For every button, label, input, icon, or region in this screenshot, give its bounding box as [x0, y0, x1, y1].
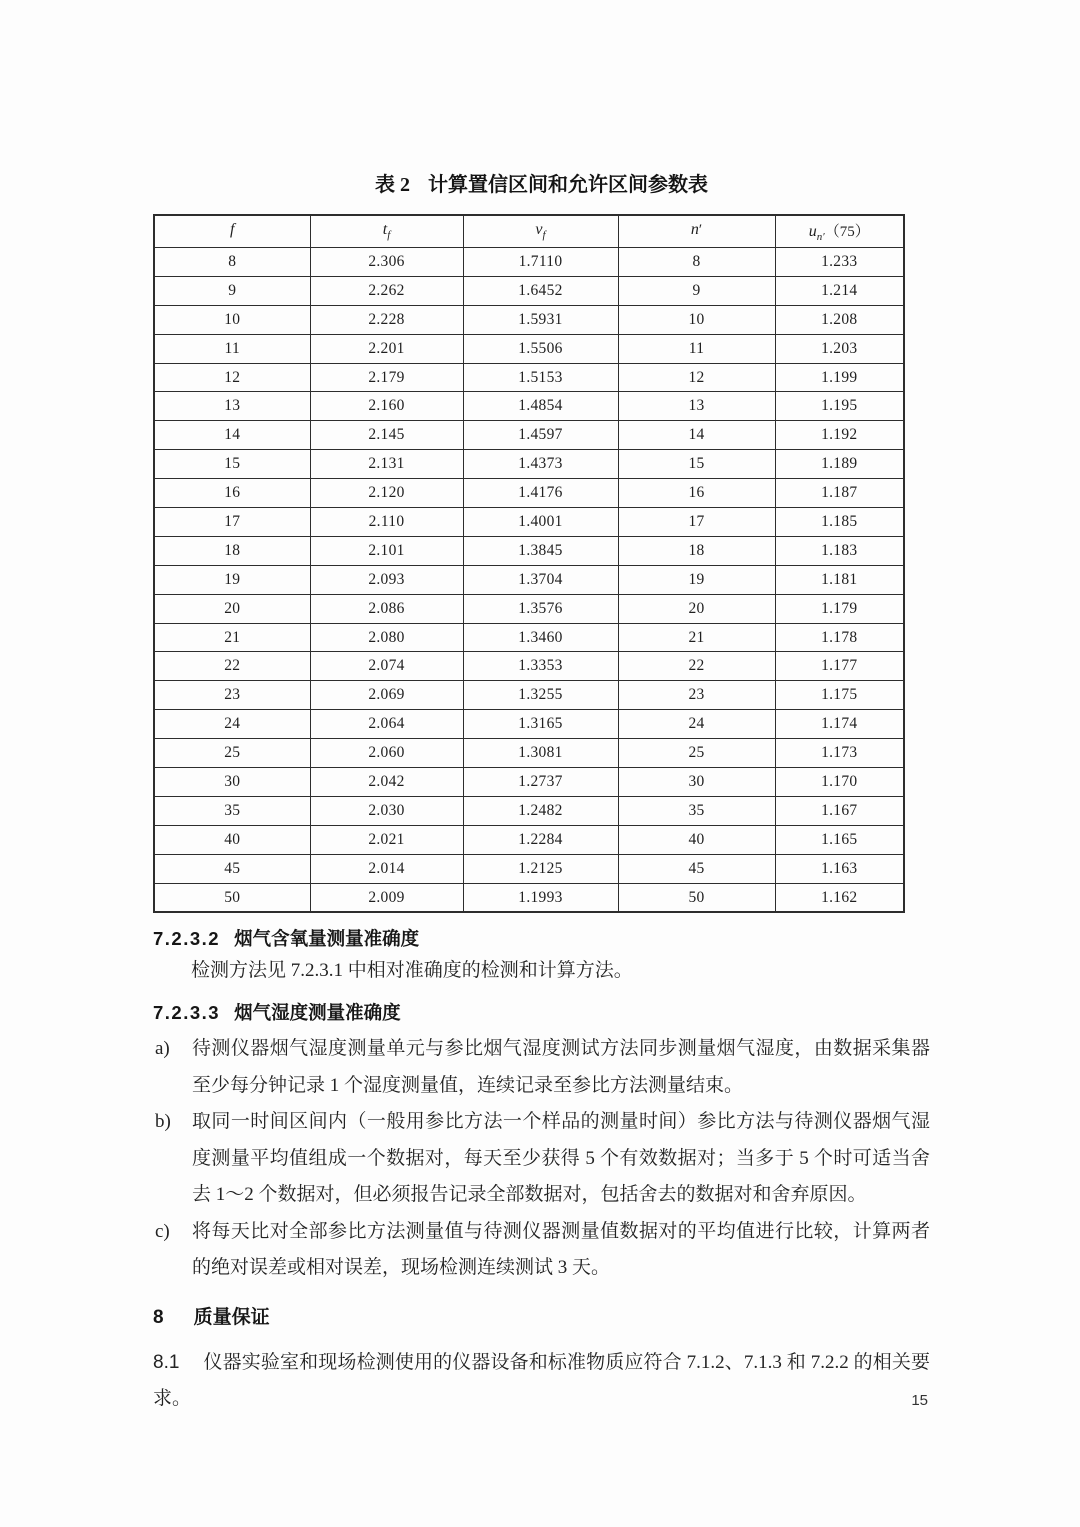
header-symbol: u: [808, 222, 817, 240]
header-suffix: （75）: [824, 223, 870, 240]
table-cell: 35: [154, 796, 310, 825]
table-body: [154, 248, 904, 913]
table-cell: 1.162: [775, 883, 904, 912]
table-cell: 2.009: [310, 883, 463, 912]
table-cell: 1.5153: [463, 363, 618, 392]
table-row: [154, 392, 904, 421]
table-cell: 30: [618, 768, 775, 797]
table-cell: 2.120: [310, 479, 463, 508]
content-area: [153, 0, 930, 1417]
table-cell: 10: [154, 305, 310, 334]
list-item-label: a): [155, 1038, 170, 1060]
table-cell: 1.4597: [463, 421, 618, 450]
table-cell: 1.3353: [463, 652, 618, 681]
table-row: [154, 363, 904, 392]
table-cell: 21: [154, 623, 310, 652]
list-item-label: b): [155, 1111, 171, 1133]
clause-number: 7.2.3.2: [153, 928, 221, 950]
table-row: [154, 825, 904, 854]
table-cell: 2.160: [310, 392, 463, 421]
table-cell: 2.110: [310, 508, 463, 537]
header-subscript: n′: [816, 231, 825, 244]
table-cell: 25: [618, 739, 775, 768]
table-cell: 2.131: [310, 450, 463, 479]
table-header-cell-n: [618, 215, 775, 248]
table-cell: 1.3165: [463, 710, 618, 739]
table-cell: 1.173: [775, 739, 904, 768]
table-cell: 12: [154, 363, 310, 392]
table-cell: 20: [154, 594, 310, 623]
table-cell: 14: [154, 421, 310, 450]
table-cell: 20: [618, 594, 775, 623]
table-row: [154, 594, 904, 623]
table-header-cell-tf: [310, 215, 463, 248]
table-cell: 15: [154, 450, 310, 479]
table-cell: 1.192: [775, 421, 904, 450]
list-item-text: 待测仪器烟气湿度测量单元与参比烟气湿度测试方法同步测量烟气湿度，由数据采集器至少每分钟记录 1 个湿度测量值，连续记录至参比方法测量结束。: [192, 1038, 930, 1096]
heading-8: [153, 1302, 930, 1334]
table-cell: 2.145: [310, 421, 463, 450]
table-cell: 1.6452: [463, 276, 618, 305]
table-cell: 1.3704: [463, 565, 618, 594]
table-cell: 13: [154, 392, 310, 421]
table-row: [154, 450, 904, 479]
table-cell: 13: [618, 392, 775, 421]
table-cell: 1.175: [775, 681, 904, 710]
table-row: [154, 334, 904, 363]
table-cell: 2.306: [310, 248, 463, 277]
list-item-c: [153, 1214, 930, 1287]
heading-7-2-3-3: [153, 997, 930, 1028]
table-header-cell-f: [154, 215, 310, 248]
table-row: [154, 248, 904, 277]
table-cell: 2.086: [310, 594, 463, 623]
table-row: [154, 508, 904, 537]
table-cell: 1.179: [775, 594, 904, 623]
table-cell: 1.3460: [463, 623, 618, 652]
table-cell: 1.233: [775, 248, 904, 277]
table-cell: 12: [618, 363, 775, 392]
table-cell: 1.195: [775, 392, 904, 421]
table-cell: 1.2737: [463, 768, 618, 797]
table-cell: 1.5931: [463, 305, 618, 334]
table-row: [154, 710, 904, 739]
table-cell: 2.201: [310, 334, 463, 363]
table-cell: 24: [154, 710, 310, 739]
table-cell: 1.181: [775, 565, 904, 594]
table-cell: 16: [618, 479, 775, 508]
table-label: 表 2: [375, 174, 410, 196]
paragraph-7-2-3-2: 检测方法见 7.2.3.1 中相对准确度的检测和计算方法。: [191, 960, 633, 982]
table-cell: 1.187: [775, 479, 904, 508]
table-cell: 50: [618, 883, 775, 912]
table-cell: 19: [618, 565, 775, 594]
table-cell: 18: [618, 536, 775, 565]
table-cell: 1.5506: [463, 334, 618, 363]
table-row: [154, 276, 904, 305]
paragraph-8-1: [153, 1345, 930, 1417]
table-cell: 1.163: [775, 854, 904, 883]
table-cell: 8: [154, 248, 310, 277]
table-row: [154, 768, 904, 797]
header-suffix: ′: [698, 222, 703, 239]
table-cell: 1.178: [775, 623, 904, 652]
table-cell: 1.199: [775, 363, 904, 392]
table-cell: 18: [154, 536, 310, 565]
table-cell: 1.7110: [463, 248, 618, 277]
list-item-label: c): [155, 1220, 170, 1242]
table-cell: 2.262: [310, 276, 463, 305]
table-cell: 2.069: [310, 681, 463, 710]
table-cell: 30: [154, 768, 310, 797]
table-row: [154, 305, 904, 334]
page-number: 15: [911, 1392, 928, 1409]
table-row: [154, 479, 904, 508]
section-number: 8: [153, 1306, 164, 1328]
table-header-row: [154, 215, 904, 248]
table-header-cell-vf: [463, 215, 618, 248]
list-item-text: 将每天比对全部参比方法测量值与待测仪器测量值数据对的平均值进行比较，计算两者的绝对误差或相对误差，现场检测连续测试 3 天。: [192, 1220, 930, 1279]
table-cell: 25: [154, 739, 310, 768]
table-cell: 2.014: [310, 854, 463, 883]
table-row: [154, 681, 904, 710]
table-cell: 1.189: [775, 450, 904, 479]
list-item-b: [153, 1104, 930, 1214]
table-cell: 1.2284: [463, 825, 618, 854]
header-subscript: f: [542, 229, 546, 242]
table-cell: 1.2482: [463, 796, 618, 825]
lettered-list: [153, 1031, 930, 1287]
table-cell: 2.080: [310, 623, 463, 652]
table-cell: 1.4001: [463, 508, 618, 537]
table-cell: 15: [618, 450, 775, 479]
clause-text: 仪器实验室和现场检测使用的仪器设备和标准物质应符合 7.1.2、7.1.3 和 7.2.2 的相关要求。: [153, 1351, 930, 1409]
table-cell: 1.174: [775, 710, 904, 739]
table-cell: 1.185: [775, 508, 904, 537]
table-cell: 1.3255: [463, 681, 618, 710]
clause-title: 烟气含氧量测量准确度: [234, 928, 420, 950]
clause-title: 烟气湿度测量准确度: [234, 1002, 401, 1024]
table-cell: 22: [154, 652, 310, 681]
table-cell: 2.074: [310, 652, 463, 681]
table-row: [154, 652, 904, 681]
table-cell: 19: [154, 565, 310, 594]
table-cell: 1.3081: [463, 739, 618, 768]
heading-7-2-3-2: [153, 923, 930, 954]
table-title: [153, 0, 930, 199]
table-cell: 1.203: [775, 334, 904, 363]
table-cell: 11: [154, 334, 310, 363]
header-symbol: t: [382, 221, 388, 239]
table-cell: 14: [618, 421, 775, 450]
table-row: [154, 796, 904, 825]
header-symbol: n: [690, 221, 699, 239]
table-cell: 1.1993: [463, 883, 618, 912]
table-cell: 1.183: [775, 536, 904, 565]
list-item-a: [153, 1031, 930, 1104]
table-title-text: 计算置信区间和允许区间参数表: [428, 174, 708, 196]
table-cell: 1.177: [775, 652, 904, 681]
table-cell: 2.042: [310, 768, 463, 797]
table-cell: 23: [154, 681, 310, 710]
table-cell: 45: [154, 854, 310, 883]
table-cell: 17: [618, 508, 775, 537]
parameters-table: [153, 214, 905, 913]
clause-number: 8.1: [153, 1351, 180, 1373]
table-cell: 2.060: [310, 739, 463, 768]
header-symbol: f: [230, 221, 235, 239]
table-cell: 22: [618, 652, 775, 681]
table-row: [154, 739, 904, 768]
table-cell: 21: [618, 623, 775, 652]
table-cell: 40: [154, 825, 310, 854]
table-cell: 1.3576: [463, 594, 618, 623]
table-cell: 1.165: [775, 825, 904, 854]
table-cell: 1.214: [775, 276, 904, 305]
clause-number: 7.2.3.3: [153, 1002, 221, 1024]
table-cell: 45: [618, 854, 775, 883]
header-symbol: v: [535, 221, 543, 239]
section-title: 质量保证: [193, 1306, 270, 1328]
table-cell: 1.4373: [463, 450, 618, 479]
table-row: [154, 854, 904, 883]
table-cell: 2.101: [310, 536, 463, 565]
table-cell: 2.179: [310, 363, 463, 392]
table-cell: 1.170: [775, 768, 904, 797]
header-subscript: f: [387, 229, 391, 242]
list-item-text: 取同一时间区间内（一般用参比方法一个样品的测量时间）参比方法与待测仪器烟气湿度测量平均值组成一个数据对，每天至少获得 5 个有效数据对；当多于 5 个时可适当舍去 1～2 个数据对，但必须报告记录全部数据对，包括舍去的数据对和舍弃原因。: [192, 1111, 930, 1206]
table-header-cell-un75: [775, 215, 904, 248]
table-cell: 2.021: [310, 825, 463, 854]
table-cell: 2.228: [310, 305, 463, 334]
table-cell: 11: [618, 334, 775, 363]
table-row: [154, 565, 904, 594]
table-row: [154, 536, 904, 565]
table-cell: 2.093: [310, 565, 463, 594]
table-cell: 8: [618, 248, 775, 277]
table-cell: 40: [618, 825, 775, 854]
table-cell: 16: [154, 479, 310, 508]
table-row: [154, 421, 904, 450]
table-cell: 10: [618, 305, 775, 334]
table-cell: 1.4854: [463, 392, 618, 421]
table-cell: 1.4176: [463, 479, 618, 508]
table-cell: 23: [618, 681, 775, 710]
table-row: [154, 623, 904, 652]
table-cell: 9: [618, 276, 775, 305]
table-row: [154, 883, 904, 912]
table-cell: 1.3845: [463, 536, 618, 565]
table-cell: 2.030: [310, 796, 463, 825]
table-cell: 1.167: [775, 796, 904, 825]
table-cell: 1.2125: [463, 854, 618, 883]
table-cell: 24: [618, 710, 775, 739]
table-cell: 9: [154, 276, 310, 305]
table-cell: 50: [154, 883, 310, 912]
table-cell: 17: [154, 508, 310, 537]
table-cell: 35: [618, 796, 775, 825]
table-cell: 1.208: [775, 305, 904, 334]
table-cell: 2.064: [310, 710, 463, 739]
